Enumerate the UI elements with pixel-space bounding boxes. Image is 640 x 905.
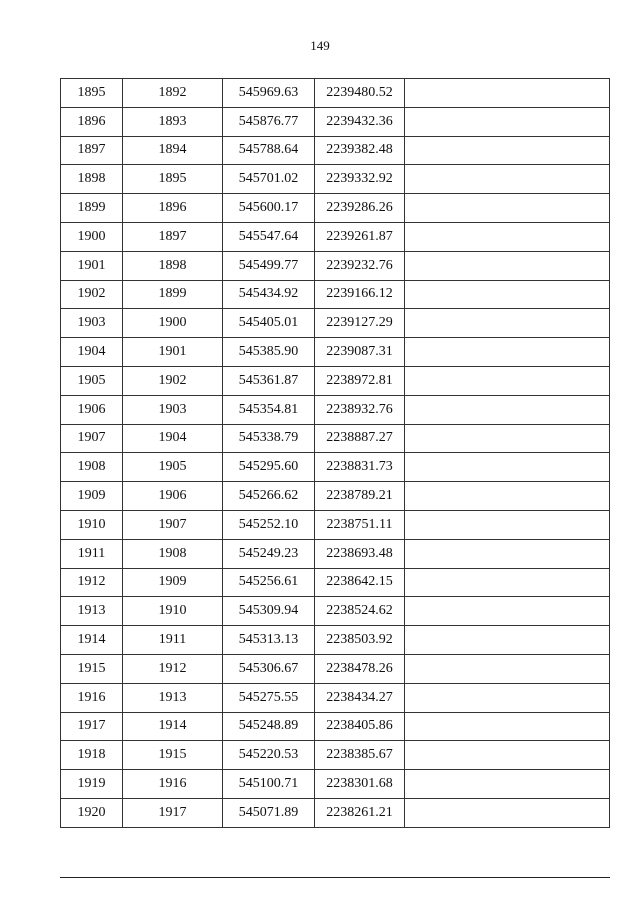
table-body: [61, 79, 610, 828]
point-number-cell: 1894: [123, 136, 223, 165]
row-number-cell: 1920: [61, 798, 123, 827]
row-number-cell: 1915: [61, 654, 123, 683]
y-coordinate-cell: 2239087.31: [315, 338, 405, 367]
table-row: [61, 107, 610, 136]
y-coordinate-cell: 2239232.76: [315, 251, 405, 280]
page-number: 149: [310, 38, 330, 53]
y-coordinate-cell: 2238301.68: [315, 770, 405, 799]
x-coordinate-cell: 545788.64: [223, 136, 315, 165]
row-number-cell: 1907: [61, 424, 123, 453]
empty-cell: [405, 309, 610, 338]
y-coordinate-cell: 2239332.92: [315, 165, 405, 194]
empty-cell: [405, 251, 610, 280]
table-row: [61, 280, 610, 309]
y-coordinate-cell: 2239432.36: [315, 107, 405, 136]
x-coordinate-cell: 545306.67: [223, 654, 315, 683]
x-coordinate-cell: 545969.63: [223, 79, 315, 108]
y-coordinate-cell: 2238972.81: [315, 366, 405, 395]
point-number-cell: 1903: [123, 395, 223, 424]
x-coordinate-cell: 545295.60: [223, 453, 315, 482]
table-row: [61, 798, 610, 827]
row-number-cell: 1917: [61, 712, 123, 741]
x-coordinate-cell: 545361.87: [223, 366, 315, 395]
point-number-cell: 1915: [123, 741, 223, 770]
table-row: [61, 222, 610, 251]
empty-cell: [405, 683, 610, 712]
row-number-cell: 1914: [61, 626, 123, 655]
x-coordinate-cell: 545249.23: [223, 539, 315, 568]
x-coordinate-cell: 545275.55: [223, 683, 315, 712]
row-number-cell: 1901: [61, 251, 123, 280]
x-coordinate-cell: 545385.90: [223, 338, 315, 367]
table-row: [61, 194, 610, 223]
x-coordinate-cell: 545354.81: [223, 395, 315, 424]
y-coordinate-cell: 2238789.21: [315, 482, 405, 511]
y-coordinate-cell: 2238751.11: [315, 510, 405, 539]
empty-cell: [405, 165, 610, 194]
point-number-cell: 1902: [123, 366, 223, 395]
empty-cell: [405, 366, 610, 395]
row-number-cell: 1896: [61, 107, 123, 136]
table-row: [61, 424, 610, 453]
x-coordinate-cell: 545071.89: [223, 798, 315, 827]
row-number-cell: 1916: [61, 683, 123, 712]
point-number-cell: 1906: [123, 482, 223, 511]
x-coordinate-cell: 545252.10: [223, 510, 315, 539]
empty-cell: [405, 798, 610, 827]
empty-cell: [405, 712, 610, 741]
y-coordinate-cell: 2238887.27: [315, 424, 405, 453]
point-number-cell: 1905: [123, 453, 223, 482]
x-coordinate-cell: 545499.77: [223, 251, 315, 280]
row-number-cell: 1913: [61, 597, 123, 626]
point-number-cell: 1916: [123, 770, 223, 799]
y-coordinate-cell: 2238261.21: [315, 798, 405, 827]
empty-cell: [405, 222, 610, 251]
point-number-cell: 1917: [123, 798, 223, 827]
row-number-cell: 1910: [61, 510, 123, 539]
empty-cell: [405, 741, 610, 770]
table-row: [61, 309, 610, 338]
empty-cell: [405, 136, 610, 165]
footer-rule: [60, 877, 610, 878]
empty-cell: [405, 280, 610, 309]
table-row: [61, 654, 610, 683]
row-number-cell: 1897: [61, 136, 123, 165]
table-row: [61, 683, 610, 712]
point-number-cell: 1913: [123, 683, 223, 712]
point-number-cell: 1907: [123, 510, 223, 539]
table-row: [61, 482, 610, 511]
point-number-cell: 1899: [123, 280, 223, 309]
row-number-cell: 1899: [61, 194, 123, 223]
empty-cell: [405, 654, 610, 683]
empty-cell: [405, 539, 610, 568]
point-number-cell: 1897: [123, 222, 223, 251]
y-coordinate-cell: 2239382.48: [315, 136, 405, 165]
table-row: [61, 626, 610, 655]
table-row: [61, 539, 610, 568]
row-number-cell: 1918: [61, 741, 123, 770]
row-number-cell: 1898: [61, 165, 123, 194]
point-number-cell: 1898: [123, 251, 223, 280]
table-row: [61, 366, 610, 395]
table-row: [61, 79, 610, 108]
empty-cell: [405, 194, 610, 223]
y-coordinate-cell: 2238932.76: [315, 395, 405, 424]
row-number-cell: 1908: [61, 453, 123, 482]
row-number-cell: 1905: [61, 366, 123, 395]
y-coordinate-cell: 2238385.67: [315, 741, 405, 770]
table-row: [61, 712, 610, 741]
empty-cell: [405, 107, 610, 136]
y-coordinate-cell: 2238503.92: [315, 626, 405, 655]
empty-cell: [405, 568, 610, 597]
x-coordinate-cell: 545547.64: [223, 222, 315, 251]
y-coordinate-cell: 2238434.27: [315, 683, 405, 712]
y-coordinate-cell: 2239286.26: [315, 194, 405, 223]
point-number-cell: 1896: [123, 194, 223, 223]
y-coordinate-cell: 2238478.26: [315, 654, 405, 683]
y-coordinate-cell: 2238405.86: [315, 712, 405, 741]
point-number-cell: 1914: [123, 712, 223, 741]
x-coordinate-cell: 545405.01: [223, 309, 315, 338]
y-coordinate-cell: 2238642.15: [315, 568, 405, 597]
table-row: [61, 770, 610, 799]
empty-cell: [405, 597, 610, 626]
row-number-cell: 1895: [61, 79, 123, 108]
y-coordinate-cell: 2238524.62: [315, 597, 405, 626]
empty-cell: [405, 395, 610, 424]
x-coordinate-cell: 545220.53: [223, 741, 315, 770]
row-number-cell: 1919: [61, 770, 123, 799]
point-number-cell: 1912: [123, 654, 223, 683]
x-coordinate-cell: 545256.61: [223, 568, 315, 597]
x-coordinate-cell: 545701.02: [223, 165, 315, 194]
point-number-cell: 1910: [123, 597, 223, 626]
table-row: [61, 510, 610, 539]
point-number-cell: 1908: [123, 539, 223, 568]
x-coordinate-cell: 545434.92: [223, 280, 315, 309]
table-row: [61, 395, 610, 424]
row-number-cell: 1900: [61, 222, 123, 251]
table-row: [61, 165, 610, 194]
point-number-cell: 1900: [123, 309, 223, 338]
point-number-cell: 1901: [123, 338, 223, 367]
point-number-cell: 1904: [123, 424, 223, 453]
table-row: [61, 136, 610, 165]
row-number-cell: 1911: [61, 539, 123, 568]
x-coordinate-cell: 545600.17: [223, 194, 315, 223]
y-coordinate-cell: 2239166.12: [315, 280, 405, 309]
empty-cell: [405, 453, 610, 482]
empty-cell: [405, 510, 610, 539]
y-coordinate-cell: 2238693.48: [315, 539, 405, 568]
empty-cell: [405, 626, 610, 655]
point-number-cell: 1893: [123, 107, 223, 136]
row-number-cell: 1912: [61, 568, 123, 597]
x-coordinate-cell: 545309.94: [223, 597, 315, 626]
point-number-cell: 1911: [123, 626, 223, 655]
x-coordinate-cell: 545266.62: [223, 482, 315, 511]
row-number-cell: 1902: [61, 280, 123, 309]
point-number-cell: 1909: [123, 568, 223, 597]
table-row: [61, 251, 610, 280]
empty-cell: [405, 482, 610, 511]
x-coordinate-cell: 545313.13: [223, 626, 315, 655]
table-row: [61, 568, 610, 597]
y-coordinate-cell: 2239480.52: [315, 79, 405, 108]
empty-cell: [405, 770, 610, 799]
point-number-cell: 1895: [123, 165, 223, 194]
x-coordinate-cell: 545248.89: [223, 712, 315, 741]
y-coordinate-cell: 2238831.73: [315, 453, 405, 482]
point-number-cell: 1892: [123, 79, 223, 108]
table-row: [61, 597, 610, 626]
x-coordinate-cell: 545100.71: [223, 770, 315, 799]
coordinates-table: [60, 78, 610, 828]
table-row: [61, 453, 610, 482]
row-number-cell: 1906: [61, 395, 123, 424]
row-number-cell: 1904: [61, 338, 123, 367]
x-coordinate-cell: 545876.77: [223, 107, 315, 136]
table-row: [61, 741, 610, 770]
table-row: [61, 338, 610, 367]
y-coordinate-cell: 2239261.87: [315, 222, 405, 251]
row-number-cell: 1909: [61, 482, 123, 511]
x-coordinate-cell: 545338.79: [223, 424, 315, 453]
empty-cell: [405, 424, 610, 453]
empty-cell: [405, 338, 610, 367]
y-coordinate-cell: 2239127.29: [315, 309, 405, 338]
empty-cell: [405, 79, 610, 108]
row-number-cell: 1903: [61, 309, 123, 338]
